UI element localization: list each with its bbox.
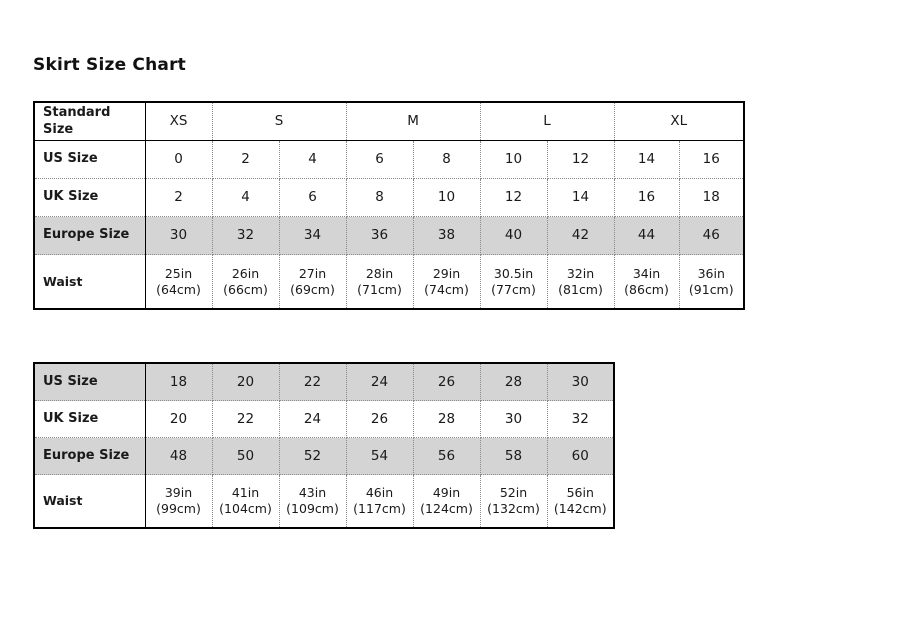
cell-uk-4: 28	[413, 401, 480, 438]
row-label-uk-size: UK Size	[34, 179, 145, 217]
cell-us-1: 2	[212, 141, 279, 179]
waist-cm: (64cm)	[156, 281, 201, 297]
cell-us-2: 4	[279, 141, 346, 179]
cell-standard-xl: XL	[614, 102, 744, 141]
cell-uk-7: 16	[614, 179, 679, 217]
cell-us-5: 28	[480, 363, 547, 401]
cell-eu-7: 44	[614, 217, 679, 255]
cell-waist-1	[212, 255, 279, 310]
cell-uk-0: 20	[145, 401, 212, 438]
waist-inches: 43in	[298, 485, 327, 501]
cell-waist-3	[346, 255, 413, 310]
cell-us-0: 0	[145, 141, 212, 179]
table-row-europe-size	[34, 438, 614, 475]
row-label-europe-size: Europe Size	[34, 438, 145, 475]
table-row-us-size	[34, 363, 614, 401]
table-row-waist	[34, 475, 614, 529]
cell-eu-1: 50	[212, 438, 279, 475]
cell-us-2: 22	[279, 363, 346, 401]
cell-uk-5: 12	[480, 179, 547, 217]
waist-cm: (142cm)	[553, 501, 607, 516]
waist-cm: (69cm)	[290, 281, 335, 297]
cell-us-4: 8	[413, 141, 480, 179]
cell-waist-5	[480, 255, 547, 310]
cell-waist-2	[279, 475, 346, 529]
waist-inches: 49in	[432, 485, 461, 501]
row-label-europe-size: Europe Size	[34, 217, 145, 255]
waist-cm: (86cm)	[624, 281, 669, 297]
waist-cm: (132cm)	[487, 501, 540, 516]
cell-uk-3: 8	[346, 179, 413, 217]
cell-waist-5	[480, 475, 547, 529]
waist-inches: 41in	[231, 485, 260, 501]
waist-cm: (104cm)	[219, 501, 272, 516]
waist-cm: (74cm)	[424, 281, 469, 297]
cell-standard-m: M	[346, 102, 480, 141]
cell-eu-4: 56	[413, 438, 480, 475]
cell-us-7: 14	[614, 141, 679, 179]
waist-inches: 25in	[164, 265, 193, 281]
waist-inches: 56in	[566, 485, 594, 501]
cell-waist-3	[346, 475, 413, 529]
page-title: Skirt Size Chart	[33, 55, 186, 75]
cell-waist-1	[212, 475, 279, 529]
table-row-standard-size	[34, 102, 744, 141]
cell-standard-xs: XS	[145, 102, 212, 141]
cell-eu-1: 32	[212, 217, 279, 255]
waist-cm: (66cm)	[223, 281, 268, 297]
cell-us-6: 12	[547, 141, 614, 179]
cell-eu-3: 54	[346, 438, 413, 475]
waist-inches: 28in	[365, 265, 394, 281]
cell-uk-5: 30	[480, 401, 547, 438]
waist-inches: 34in	[632, 265, 661, 281]
cell-standard-s: S	[212, 102, 346, 141]
cell-eu-0: 30	[145, 217, 212, 255]
cell-waist-2	[279, 255, 346, 310]
waist-cm: (91cm)	[688, 281, 734, 297]
cell-uk-1: 22	[212, 401, 279, 438]
skirt-size-table-standard	[33, 101, 745, 310]
cell-waist-8	[679, 255, 744, 310]
cell-waist-6	[547, 475, 614, 529]
table-row-uk-size	[34, 401, 614, 438]
cell-uk-8: 18	[679, 179, 744, 217]
table-row-europe-size	[34, 217, 744, 255]
cell-standard-l: L	[480, 102, 614, 141]
table-row-us-size	[34, 141, 744, 179]
cell-us-3: 24	[346, 363, 413, 401]
waist-inches: 39in	[164, 485, 193, 501]
waist-inches: 26in	[231, 265, 260, 281]
cell-eu-2: 34	[279, 217, 346, 255]
row-label-us-size: US Size	[34, 363, 145, 401]
cell-eu-8: 46	[679, 217, 744, 255]
cell-uk-1: 4	[212, 179, 279, 217]
cell-waist-0	[145, 475, 212, 529]
cell-uk-6: 14	[547, 179, 614, 217]
cell-uk-2: 24	[279, 401, 346, 438]
cell-waist-4	[413, 475, 480, 529]
cell-waist-0	[145, 255, 212, 310]
table-row-waist	[34, 255, 744, 310]
waist-cm: (71cm)	[357, 281, 402, 297]
row-label-waist: Waist	[34, 255, 145, 310]
cell-uk-2: 6	[279, 179, 346, 217]
cell-us-4: 26	[413, 363, 480, 401]
cell-us-5: 10	[480, 141, 547, 179]
row-label-standard-size: Standard Size	[34, 102, 145, 141]
waist-inches: 27in	[298, 265, 327, 281]
waist-cm: (77cm)	[491, 281, 536, 297]
cell-us-1: 20	[212, 363, 279, 401]
cell-us-3: 6	[346, 141, 413, 179]
row-label-uk-size: UK Size	[34, 401, 145, 438]
waist-cm: (109cm)	[286, 501, 339, 516]
cell-eu-6: 60	[547, 438, 614, 475]
cell-us-8: 16	[679, 141, 744, 179]
cell-eu-5: 58	[480, 438, 547, 475]
cell-uk-4: 10	[413, 179, 480, 217]
cell-uk-3: 26	[346, 401, 413, 438]
cell-uk-0: 2	[145, 179, 212, 217]
table-row-uk-size	[34, 179, 744, 217]
row-label-waist: Waist	[34, 475, 145, 529]
cell-eu-5: 40	[480, 217, 547, 255]
cell-uk-6: 32	[547, 401, 614, 438]
cell-us-0: 18	[145, 363, 212, 401]
waist-inches: 30.5in	[493, 265, 534, 281]
waist-inches: 52in	[499, 485, 528, 501]
cell-waist-7	[614, 255, 679, 310]
cell-waist-6	[547, 255, 614, 310]
waist-inches: 29in	[432, 265, 461, 281]
waist-cm: (81cm)	[558, 281, 603, 297]
cell-eu-4: 38	[413, 217, 480, 255]
skirt-size-table-plus	[33, 362, 615, 529]
waist-inches: 32in	[566, 265, 595, 281]
cell-waist-4	[413, 255, 480, 310]
waist-cm: (124cm)	[420, 501, 473, 516]
waist-inches: 46in	[365, 485, 394, 501]
cell-us-6: 30	[547, 363, 614, 401]
cell-eu-3: 36	[346, 217, 413, 255]
waist-cm: (99cm)	[156, 501, 201, 516]
waist-inches: 36in	[697, 265, 725, 281]
cell-eu-6: 42	[547, 217, 614, 255]
waist-cm: (117cm)	[353, 501, 406, 516]
cell-eu-2: 52	[279, 438, 346, 475]
cell-eu-0: 48	[145, 438, 212, 475]
row-label-us-size: US Size	[34, 141, 145, 179]
